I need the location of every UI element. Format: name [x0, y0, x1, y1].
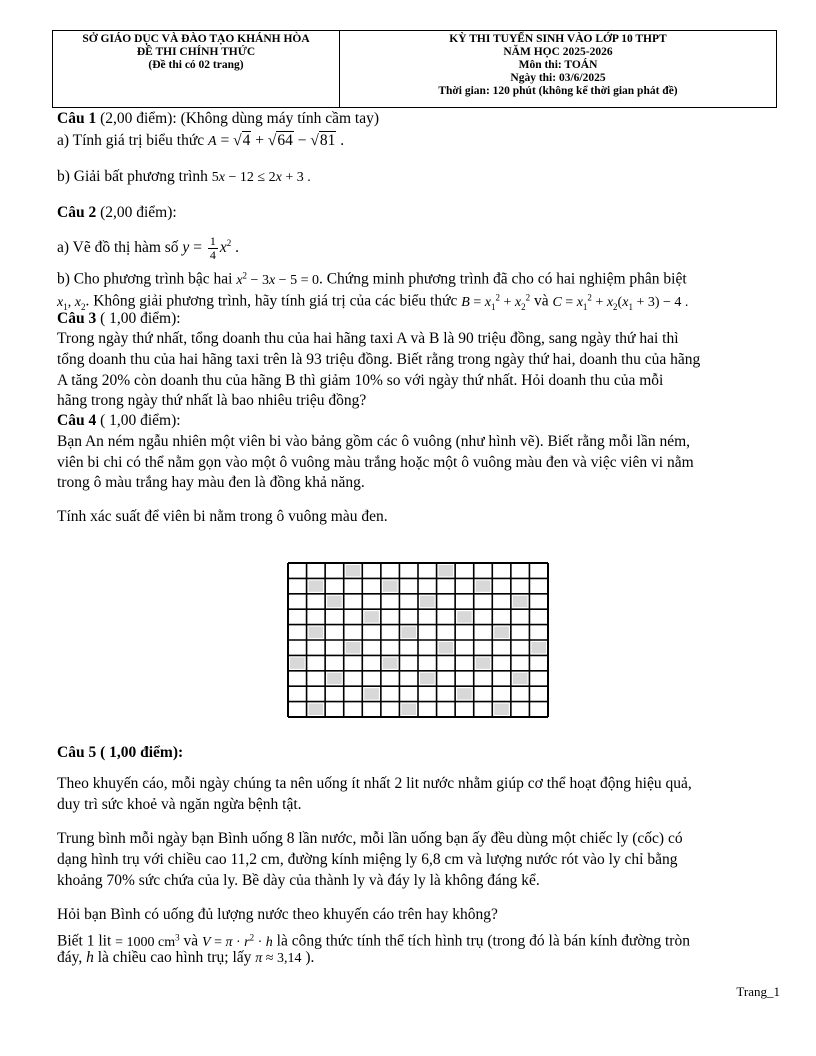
grid-shaded-cell: [383, 657, 398, 668]
page-footer: Trang_1: [736, 984, 780, 999]
header-table: [52, 30, 777, 108]
grid-shaded-cell: [327, 596, 342, 607]
grid-shaded-cell: [401, 627, 416, 638]
q2-heading: Câu 2 (2,00 điểm):: [57, 204, 177, 221]
grid-shaded-cell: [346, 642, 361, 653]
q4-line3: trong ô màu trắng hay màu đen là đồng khả năng.: [57, 474, 365, 491]
header-left: [53, 31, 340, 107]
q2-part-a: a) Vẽ đồ thị hàm số y = $\frac{1}{4}$ $x^2$ .: [57, 234, 239, 263]
grid-shaded-cell: [420, 596, 435, 607]
header-right: [340, 31, 776, 107]
grid-shaded-cell: [476, 580, 491, 591]
grid-shaded-cell: [513, 673, 528, 684]
grid-shaded-cell: [346, 565, 361, 576]
q5-p3-line2: Biết 1 lit = 1000 $cm^3$ và $V = \pi \cdot r^2 \cdot h$ là công thức tính thể tích hình trụ (trong đó là bán kính đường tròn: [57, 932, 690, 950]
q5-p1-line1: Theo khuyến cáo, mỗi ngày chúng ta nên uống ít nhất 2 lit nước nhằm giúp cơ thể hoạt động hiệu quả,: [57, 775, 692, 792]
grid-shaded-cell: [476, 657, 491, 668]
q3-line2: tổng doanh thu của hai hãng taxi trên là 93 triệu đồng. Biết rằng trong ngày thứ hai, doanh thu của hãng: [57, 351, 701, 368]
q5-p1-line2: duy trì sức khoẻ và ngăn ngừa bệnh tật.: [57, 796, 302, 813]
square-grid-figure: [287, 562, 549, 718]
q5-heading: Câu 5 ( 1,00 điểm):: [57, 744, 184, 761]
q3-line3: A tăng 20% còn doanh thu của hãng B thì giảm 10% so với ngày thứ nhất. Hỏi doanh thu của mỗi: [57, 372, 664, 389]
exam-name: KỲ THI TUYỂN SINH VÀO LỚP 10 THPT: [449, 33, 667, 45]
q4-line4: Tính xác suất để viên bi nằm trong ô vuông màu đen.: [57, 508, 388, 525]
exam-duration: Thời gian: 120 phút (không kể thời gian phát đề): [438, 85, 678, 97]
official-exam-label: ĐỀ THI CHÍNH THỨC: [136, 46, 256, 58]
exam-date: Ngày thi: 03/6/2025: [510, 72, 606, 84]
grid-shaded-cell: [494, 627, 509, 638]
q5-p2-line2: dạng hình trụ với chiều cao 11,2 cm, đường kính miệng ly 6,8 cm và lượng nước rót vào ly chỉ bằng: [57, 851, 678, 868]
page-count-note: (Đề thi có 02 trang): [148, 59, 244, 71]
grid-shaded-cell: [439, 565, 454, 576]
grid-shaded-cell: [309, 704, 324, 715]
q3-line1: Trong ngày thứ nhất, tổng doanh thu của hai hãng taxi A và B là 90 triệu đồng, sang ngày thứ hai thì: [57, 330, 679, 347]
grid-shaded-cell: [364, 611, 379, 622]
q4-heading: Câu 4 ( 1,00 điểm):: [57, 412, 181, 429]
grid-shaded-cell: [401, 704, 416, 715]
grid-shaded-cell: [513, 596, 528, 607]
q2-part-b-line1: b) Cho phương trình bậc hai $x^2 - 3x - 5 = 0$. Chứng minh phương trình đã cho có hai nghiệm phân biệt: [57, 270, 687, 288]
q4-line1: Bạn An ném ngẫu nhiên một viên bi vào bảng gồm các ô vuông (như hình vẽ). Biết rằng mỗi lần ném,: [57, 433, 691, 450]
grid-shaded-cell: [383, 580, 398, 591]
q5-p3-line1: Hỏi bạn Bình có uống đủ lượng nước theo khuyến cáo trên hay không?: [57, 906, 498, 923]
grid-shaded-cell: [531, 642, 546, 653]
school-year: NĂM HỌC 2025-2026: [503, 46, 613, 58]
grid-shaded-cell: [364, 688, 379, 699]
grid-shaded-cell: [327, 673, 342, 684]
grid-drawing: [287, 562, 549, 718]
subject: Môn thi: TOÁN: [518, 59, 598, 71]
grid-shaded-cell: [439, 642, 454, 653]
grid-shaded-cell: [457, 688, 472, 699]
q3-line4: hãng trong ngày thứ nhất là bao nhiêu triệu đồng?: [57, 392, 367, 409]
q4-line2: viên bi chi có thể nằm gọn vào một ô vuông màu trắng hoặc một ô vuông màu đen và việc viên vi nằm: [57, 454, 694, 471]
q1-part-b: b) Giải bất phương trình 5x − 12 ≤ 2x + 3 .: [57, 168, 311, 185]
grid-shaded-cell: [290, 657, 305, 668]
q5-p3-line3: đáy, h là chiều cao hình trụ; lấy π ≈ 3,14 ).: [57, 949, 315, 966]
grid-shaded-cell: [494, 704, 509, 715]
q2-part-b-line2: $x_1$, $x_2$. Không giải phương trình, hãy tính giá trị của các biểu thức $B = x_1^2 + x_2^2$ và $C = x_1^2 + x_2(x_1 + 3) - 4$ .: [57, 292, 689, 312]
grid-shaded-cell: [420, 673, 435, 684]
q5-p2-line1: Trung bình mỗi ngày bạn Bình uống 8 lần nước, mỗi lần uống bạn ấy đều dùng một chiếc ly (cốc) có: [57, 830, 683, 847]
grid-shaded-cell: [309, 580, 324, 591]
q5-p2-line3: khoảng 70% sức chứa của ly. Bề dày của thành ly và đáy ly là không đáng kể.: [57, 872, 540, 889]
q3-heading: Câu 3 ( 1,00 điểm):: [57, 310, 181, 327]
grid-shaded-cell: [309, 627, 324, 638]
grid-shaded-cell: [457, 611, 472, 622]
q1-part-a: a) Tính giá trị biểu thức A = √4 + √64 − √81 .: [57, 132, 345, 149]
department-name: SỞ GIÁO DỤC VÀ ĐÀO TẠO KHÁNH HÒA: [82, 33, 310, 45]
q1-heading: Câu 1 (2,00 điểm): (Không dùng máy tính cầm tay): [57, 110, 380, 127]
